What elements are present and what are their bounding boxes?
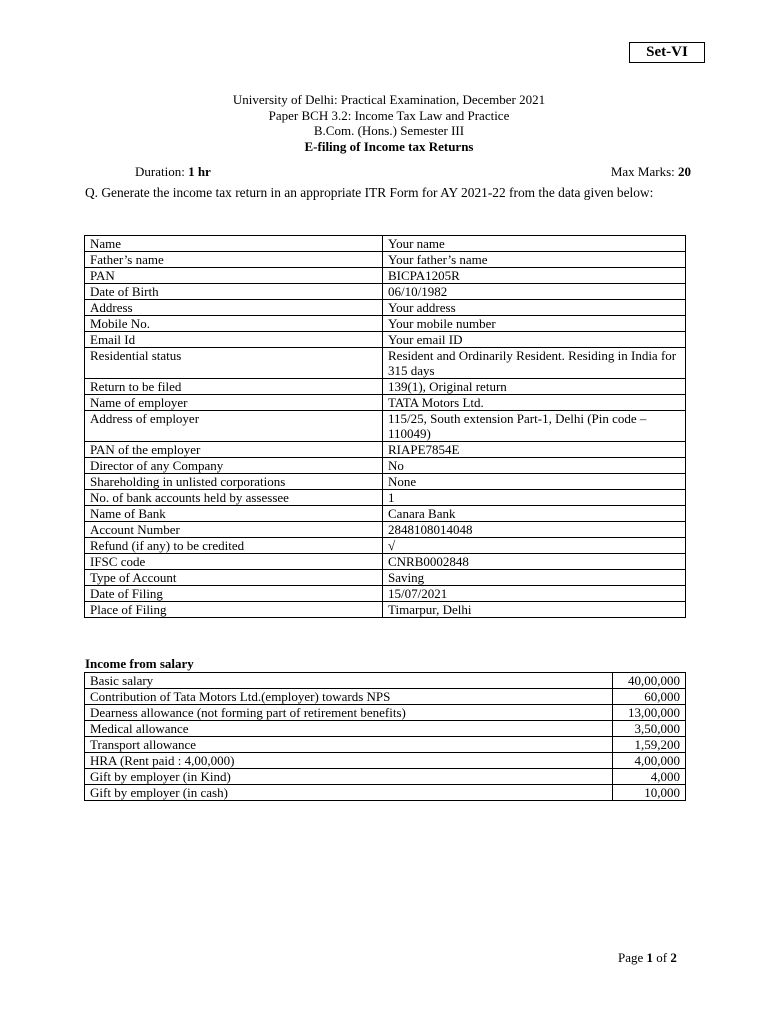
row-value: RIAPE7854E [383,442,686,458]
table-row [85,737,686,753]
table-row [85,753,686,769]
row-label: PAN of the employer [85,442,383,458]
table-row [85,785,686,801]
row-label: Transport allowance [85,737,613,753]
row-value: No [383,458,686,474]
set-label: Set-VI [629,42,705,63]
assessee-details-table [84,235,686,618]
page-total: 2 [670,950,677,965]
row-value: 1,59,200 [613,737,686,753]
row-value: Your email ID [383,332,686,348]
marks-value: 20 [678,164,691,179]
table-row [85,395,686,411]
exam-header [0,92,768,154]
table-row [85,442,686,458]
row-label: Date of Birth [85,284,383,300]
table-row [85,348,686,379]
row-value: Canara Bank [383,506,686,522]
row-label: Return to be filed [85,379,383,395]
table-row [85,586,686,602]
row-label: HRA (Rent paid : 4,00,000) [85,753,613,769]
row-label: Address of employer [85,411,383,442]
table-row [85,284,686,300]
row-value: 06/10/1982 [383,284,686,300]
row-label: Gift by employer (in Kind) [85,769,613,785]
row-value: 1 [383,490,686,506]
row-label: Gift by employer (in cash) [85,785,613,801]
max-marks [611,164,691,180]
duration [135,164,211,180]
row-value: 115/25, South extension Part-1, Delhi (Pin code – 110049) [383,411,686,442]
table-row [85,268,686,284]
row-label: PAN [85,268,383,284]
header-course: B.Com. (Hons.) Semester III [313,123,465,138]
row-label: Name of employer [85,395,383,411]
row-value: 4,000 [613,769,686,785]
table-row [85,300,686,316]
row-label: Residential status [85,348,383,379]
row-value: BICPA1205R [383,268,686,284]
table-row [85,570,686,586]
table-row [85,769,686,785]
table-row [85,705,686,721]
table-row [85,332,686,348]
row-value: None [383,474,686,490]
row-label: IFSC code [85,554,383,570]
header-university: University of Delhi: Practical Examination, December 2021 [232,92,546,107]
row-value: CNRB0002848 [383,554,686,570]
table-row [85,316,686,332]
row-label: Name [85,236,383,252]
row-label: Father’s name [85,252,383,268]
row-label: Basic salary [85,673,613,689]
table-row [85,506,686,522]
row-label: Name of Bank [85,506,383,522]
salary-section-title: Income from salary [85,656,194,671]
row-value: Your mobile number [383,316,686,332]
row-label: Address [85,300,383,316]
page-label: Page [618,950,647,965]
row-value: Your name [383,236,686,252]
table-row [85,458,686,474]
salary-table [84,672,686,801]
row-value: Resident and Ordinarily Resident. Residing in India for 315 days [383,348,686,379]
row-value: 4,00,000 [613,753,686,769]
row-value: 15/07/2021 [383,586,686,602]
row-label: Shareholding in unlisted corporations [85,474,383,490]
header-topic: E-filing of Income tax Returns [304,138,474,154]
row-label: Director of any Company [85,458,383,474]
row-label: Medical allowance [85,721,613,737]
row-value: TATA Motors Ltd. [383,395,686,411]
row-label: Date of Filing [85,586,383,602]
row-value: Your address [383,300,686,316]
table-row [85,490,686,506]
row-label: Account Number [85,522,383,538]
table-row [85,474,686,490]
row-label: Refund (if any) to be credited [85,538,383,554]
table-row [85,689,686,705]
row-value: Your father’s name [383,252,686,268]
table-row [85,602,686,618]
row-value: 13,00,000 [613,705,686,721]
table-row [85,252,686,268]
row-value: 139(1), Original return [383,379,686,395]
page-current: 1 [646,950,654,965]
row-value: Saving [383,570,686,586]
table-row [85,236,686,252]
row-value: 40,00,000 [613,673,686,689]
row-value: 2848108014048 [383,522,686,538]
row-label: Contribution of Tata Motors Ltd.(employer) towards NPS [85,689,613,705]
table-row [85,522,686,538]
table-row [85,673,686,689]
row-label: Dearness allowance (not forming part of retirement benefits) [85,705,613,721]
row-value: 60,000 [613,689,686,705]
table-row [85,721,686,737]
row-value: Timarpur, Delhi [383,602,686,618]
row-value: 3,50,000 [613,721,686,737]
row-label: Place of Filing [85,602,383,618]
row-label: No. of bank accounts held by assessee [85,490,383,506]
row-label: Email Id [85,332,383,348]
row-value: √ [383,538,686,554]
table-row [85,554,686,570]
header-paper: Paper BCH 3.2: Income Tax Law and Practice [268,107,510,123]
row-label: Mobile No. [85,316,383,332]
marks-label: Max Marks: [610,164,678,179]
row-label: Type of Account [85,570,383,586]
duration-label: Duration: [135,164,189,179]
table-row [85,379,686,395]
page-of-label: of [653,950,671,965]
page-number [618,950,677,966]
row-value: 10,000 [613,785,686,801]
table-row [85,538,686,554]
duration-value: 1 hr [188,164,211,179]
table-row [85,411,686,442]
question-text: Q. Generate the income tax return in an appropriate ITR Form for AY 2021-22 from the data given below: [85,185,654,200]
